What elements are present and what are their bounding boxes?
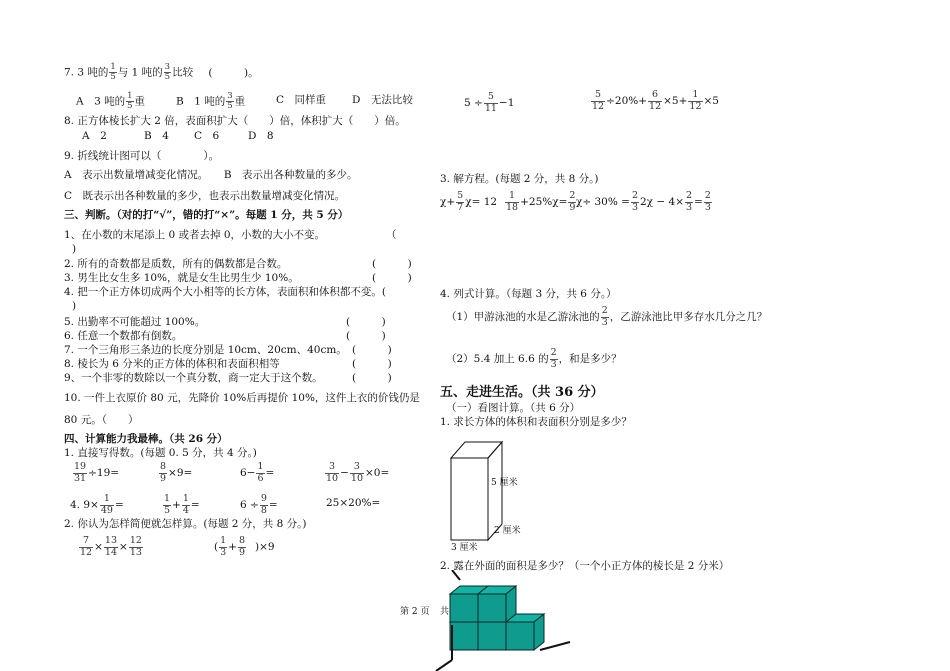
q9-options-ab: A 表示出数量增减变化情况。 B 表示出各种数量的多少。 xyxy=(64,169,358,181)
judge-item-2: 2. 所有的奇数都是质数，所有的偶数都是合数。 xyxy=(64,258,288,270)
calc-expr-1: 5 ÷ $\frac{5}{11}$ −1 xyxy=(464,91,515,114)
judge-item-6-paren: ( ) xyxy=(346,330,386,342)
judge-item-10-cont: 80 元。（ ） xyxy=(64,414,139,426)
cube-face xyxy=(478,594,506,622)
cube-face xyxy=(478,622,506,650)
q7-option-c: C 同样重 xyxy=(276,94,327,106)
column-calc-problem-2: （2）5.4 加上 6.6 的 $\frac{2}{3}$ ，和是多少？ xyxy=(446,347,622,370)
judge-item-4: 4. 把一个正方体切成两个大小相等的长方体，表面积和体积都不变。( xyxy=(64,286,386,298)
calc-item-7: 6 ÷ $\frac{9}{8}$ = xyxy=(240,493,278,516)
calc-item-1: $\frac{19}{31}$ ÷19= xyxy=(74,461,120,484)
judge-item-7-paren: ( ) xyxy=(352,344,392,356)
equation-title: 3. 解方程。(每题 2 分，共 8 分。) xyxy=(440,173,599,185)
judge-item-10: 10. 一件上衣原价 80 元，先降价 10%后再提价 10%，这件上衣的价钱仍是 xyxy=(64,392,420,404)
judge-item-1-paren: （ xyxy=(386,229,397,241)
cube-face xyxy=(506,622,534,650)
column-calc-title: 4. 列式计算。（每题 3 分，共 6 分。） xyxy=(440,288,617,300)
cuboid-height-label: 5 厘米 xyxy=(491,478,518,488)
q8-option-a: A 2 xyxy=(82,130,107,142)
judge-item-1: 1、在小数的末尾添上 0 或者去掉 0，小数的大小不变。 xyxy=(64,229,326,241)
calc-item-4: $\frac{3}{10}$ − $\frac{3}{10}$ ×0= xyxy=(326,461,390,484)
section-judge-title: 三、判断。（对的打“√”，错的打“×”。每题 1 分，共 5 分） xyxy=(64,209,349,221)
calc-item-5: 4. 9× $\frac{1}{49}$ = xyxy=(70,493,124,516)
judge-item-6: 6. 任意一个数都有倒数。 xyxy=(64,330,183,342)
q8-option-b: B 4 xyxy=(144,130,169,142)
q9-option-c: C 既表示出各种数量的多少，也表示出数量增减变化情况。 xyxy=(64,190,346,202)
equation-2: $\frac{1}{18}$ +25%χ= $\frac{2}{9}$ xyxy=(506,190,576,213)
q7-option-d: D 无法比较 xyxy=(352,94,413,106)
judge-item-8: 8. 棱长为 6 分米的正方体的体积和表面积相等 xyxy=(64,358,280,370)
judge-item-5: 5. 出勤率不可能超过 100%。 xyxy=(64,316,206,328)
footer-page-number: 第 2 页 xyxy=(400,607,430,617)
calc-item-2: $\frac{8}{9}$ ×9= xyxy=(160,461,193,484)
calc-item-3: 6− $\frac{1}{6}$ = xyxy=(240,461,275,484)
column-calc-problem-1: （1）甲游泳池的水是乙游泳池的 $\frac{2}{3}$ ，乙游泳池比甲多存水几分之几？ xyxy=(446,305,768,328)
judge-item-2-paren: ( ) xyxy=(372,258,412,270)
q8-option-c: C 6 xyxy=(194,130,220,142)
calc-item-6: $\frac{1}{5}$ + $\frac{1}{4}$ = xyxy=(164,493,200,516)
judge-item-7: 7. 一个三角形三条边的长度分别是 10cm、20cm、40cm。 xyxy=(64,344,347,356)
simplify-item-1: $\frac{7}{12}$ × $\frac{13}{14}$ × $\frac{12}{13}$ xyxy=(80,535,142,558)
stacked-cubes-figure xyxy=(430,570,580,671)
q7-stem: 7. 3 吨的 $\frac{1}{5}$ 与 1 吨的 $\frac{3}{5}$ 比较 ( )。 xyxy=(64,62,259,82)
calc-sub2-title: 2. 你认为怎样简便就怎样算。(每题 2 分，共 8 分。) xyxy=(64,518,307,530)
judge-item-9-paren: ( ) xyxy=(352,372,392,384)
judge-item-3: 3. 男生比女生多 10%，就是女生比男生少 10%。 xyxy=(64,272,299,284)
judge-item-5-paren: ( ) xyxy=(346,316,386,328)
q9-stem: 9. 折线统计图可以（ ）。 xyxy=(64,150,220,162)
equation-4: 2χ − 4× $\frac{2}{3}$ = $\frac{2}{3}$ xyxy=(640,190,711,213)
q7-option-b: B 1 吨的 $\frac{3}{5}$ 重 xyxy=(176,91,246,111)
calc-item-8: 25×20%= xyxy=(326,497,381,509)
q8-option-d: D 8 xyxy=(248,130,274,142)
equation-3: χ÷ 30% = $\frac{2}{3}$ xyxy=(576,190,639,213)
judge-item-4-close: ) xyxy=(72,300,77,312)
life-q2: 2. 露在外面的面积是多少？（一个小正方体的棱长是 2 分米） xyxy=(440,560,730,572)
calc-expr-2: $\frac{5}{12}$ ÷20%+ $\frac{6}{12}$ ×5+ $\frac{1}{12}$ ×5 xyxy=(592,89,719,112)
cube-face xyxy=(450,594,478,622)
life-q1: 1. 求长方体的体积和表面积分别是多少？ xyxy=(440,416,632,428)
footer-total: 共 xyxy=(440,607,450,617)
section-calc-title: 四、计算能力我最棒。（共 26 分） xyxy=(64,433,228,445)
judge-item-1-close: ) xyxy=(72,243,77,255)
cuboid-width-label: 3 厘米 xyxy=(451,543,478,553)
judge-item-8-paren: ( ) xyxy=(352,358,392,370)
simplify-item-2: ( $\frac{1}{3}$ + $\frac{8}{9}$ )×9 xyxy=(214,535,275,558)
judge-item-3-paren: ( ) xyxy=(372,272,412,284)
section-life-title: 五、走进生活。（共 36 分） xyxy=(440,385,604,400)
cube-face xyxy=(450,622,478,650)
q7-option-a: A 3 吨的 $\frac{1}{5}$ 重 xyxy=(76,91,146,111)
cuboid-depth-label: 2 厘米 xyxy=(494,526,521,536)
equation-1: χ+ $\frac{5}{7}$ χ= 12 xyxy=(440,190,498,213)
life-sub-title: （一）看图计算。（共 6 分） xyxy=(446,402,581,414)
q8-stem: 8. 正方体棱长扩大 2 倍，表面积扩大（ ）倍，体积扩大（ ）倍。 xyxy=(64,115,406,127)
calc-sub1-title: 1. 直接写得数。(每题 0. 5 分，共 4 分。) xyxy=(64,447,257,459)
judge-item-9: 9、一个非零的数除以一个真分数，商一定大于这个数。 xyxy=(64,372,323,384)
